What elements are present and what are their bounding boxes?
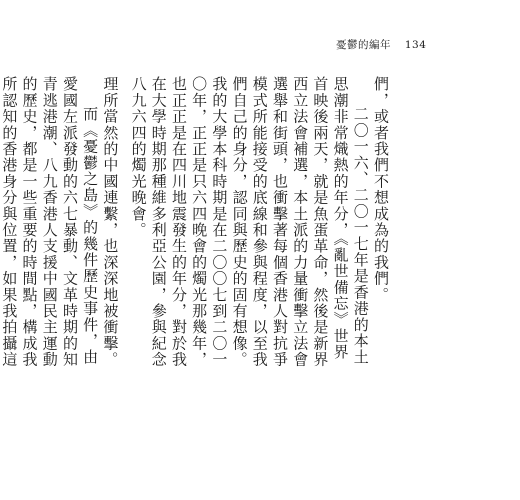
paragraph: 而《憂鬱之島》的幾件歷史事件，由愛國左派發動的六七暴動、文革時期的知青逃港潮、八九香港人支援中國民主運動的歷史，都是一些重要的時間點，構成我所認知的香港身分與位置，如果我拍攝這 xyxy=(0,76,100,368)
paragraph-continuation: 理所當然的中國連繫，也深深地被衝擊。 xyxy=(101,76,120,368)
page-number: 134 xyxy=(404,39,427,51)
paragraph-continuation: 們，或者我們不想成為的我們。 xyxy=(372,76,390,303)
running-head-title: 憂鬱的編年 xyxy=(336,39,391,51)
body-text xyxy=(0,76,399,376)
paragraph: 二〇一六、二〇一七年是香港的本土思潮非常熾熱的年分，《亂世備忘》世界首映後兩天，就是魚蛋革命，然後是新界西立法會補選，本土派的力量衝擊立法會選舉和街頭，也衝擊著每個香港人對抗爭模式所能接受的底線和參與程度，以至我們自己的身分，認同與歷史的固有想像。我的大學本科時期是在二〇〇七到二〇一〇年，正正是只六四晚會的燭光那幾年，也正正是在四川地震發生的年分，對於我在大學時期那種維多利亞公園，參與紀念八九六四的燭光晚會。 xyxy=(129,76,370,368)
running-head xyxy=(336,37,426,52)
